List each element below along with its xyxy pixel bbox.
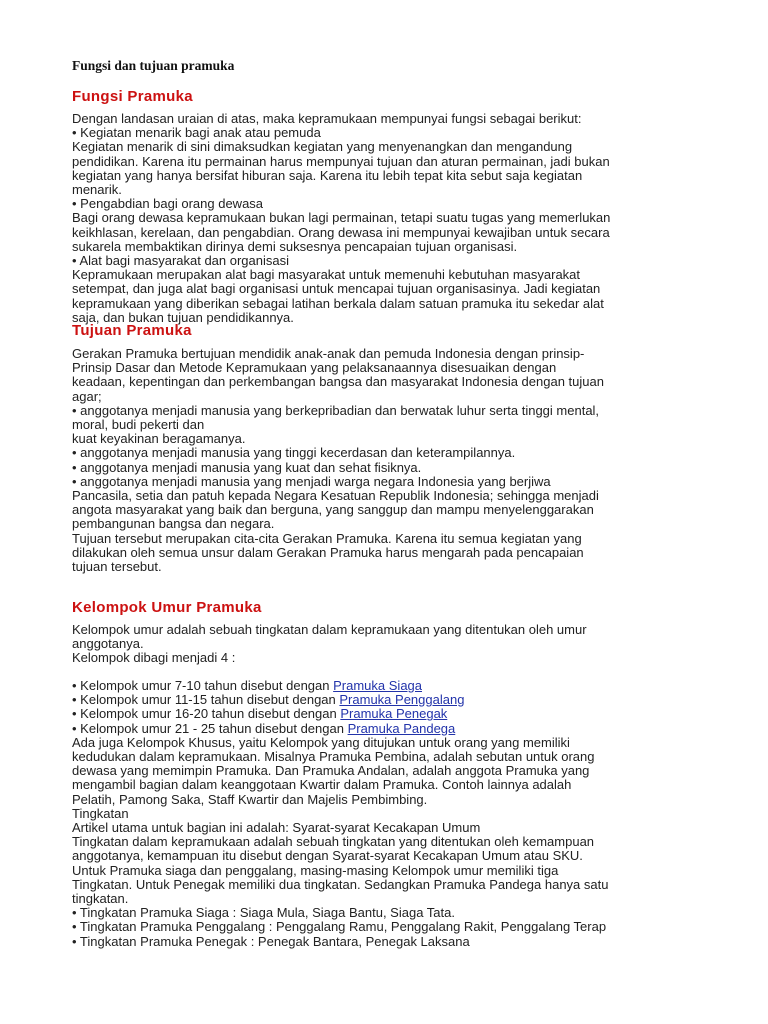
paragraph-line: Tingkatan xyxy=(72,805,129,821)
bullet-line: • anggotanya menjadi manusia yang kuat dan sehat fisiknya. xyxy=(72,459,422,475)
heading-fungsi-pramuka: Fungsi Pramuka xyxy=(72,88,193,105)
paragraph-line: dilakukan oleh semua unsur dalam Gerakan Pramuka harus mengarah pada pencapaian xyxy=(72,544,584,560)
paragraph-line: menarik. xyxy=(72,182,122,198)
document-title: Fungsi dan tujuan pramuka xyxy=(72,58,235,73)
bullet-line: • Tingkatan Pramuka Penggalang : Penggalang Ramu, Penggalang Rakit, Penggalang Terap xyxy=(72,919,607,935)
paragraph-line: Pelatih, Pamong Saka, Staff Kwartir dan Majelis Pembimbing. xyxy=(72,791,428,807)
tujuan-body xyxy=(72,347,712,574)
heading-tujuan-pramuka: Tujuan Pramuka xyxy=(72,322,192,339)
kelompok-groups xyxy=(72,679,712,949)
bullet-line: • anggotanya menjadi manusia yang menjadi warga negara Indonesia yang berjiwa xyxy=(72,473,551,489)
link-pramuka-penggalang[interactable]: Pramuka Penggalang xyxy=(339,692,465,708)
group-item-text: • Kelompok umur 21 - 25 tahun disebut dengan xyxy=(72,720,348,736)
group-item xyxy=(72,679,712,693)
kelompok-intro xyxy=(72,623,712,666)
paragraph-line: anggotanya. xyxy=(72,636,144,652)
paragraph-line: dewasa yang memimpin Pramuka. Dan Pramuka Andalan, adalah anggota Pramuka yang xyxy=(72,763,590,779)
link-pramuka-siaga[interactable]: Pramuka Siaga xyxy=(333,678,423,693)
bullet-line: • Tingkatan Pramuka Siaga : Siaga Mula, Siaga Bantu, Siaga Tata. xyxy=(72,905,455,921)
paragraph-line: tujuan tersebut. xyxy=(72,559,162,575)
paragraph-line: Untuk Pramuka siaga dan penggalang, masing-masing Kelompok umur memiliki tiga xyxy=(72,862,559,878)
paragraph-line: Tujuan tersebut merupakan cita-cita Gerakan Pramuka. Karena itu semua kegiatan yang xyxy=(72,530,582,546)
paragraph-line: pendidikan. Karena itu permainan harus mempunyai tujuan dan aturan permainan, jadi bukan xyxy=(72,153,610,169)
paragraph-line: Ada juga Kelompok Khusus, yaitu Kelompok yang ditujukan untuk orang yang memiliki xyxy=(72,734,570,750)
paragraph-line: moral, budi pekerti dan xyxy=(72,417,205,433)
bullet-line: • anggotanya menjadi manusia yang tinggi kecerdasan dan keterampilannya. xyxy=(72,445,516,461)
paragraph-line: sukarela membaktikan dirinya demi suksesnya pencapaian tujuan organisasi. xyxy=(72,238,518,254)
paragraph-line: Kelompok umur adalah sebuah tingkatan dalam kepramukaan yang ditentukan oleh umur xyxy=(72,622,587,637)
paragraph-line: Artikel utama untuk bagian ini adalah: Syarat-syarat Kecakapan Umum xyxy=(72,820,481,836)
paragraph-line: Bagi orang dewasa kepramukaan bukan lagi permainan, tetapi suatu tugas yang memerlukan xyxy=(72,210,611,226)
paragraph-line: kuat keyakinan beragamanya. xyxy=(72,431,246,447)
paragraph-line: Tingkatan dalam kepramukaan adalah sebuah tingkatan yang ditentukan oleh kemampuan xyxy=(72,834,595,850)
paragraph-line: Kepramukaan merupakan alat bagi masyarakat untuk memenuhi kebutuhan masyarakat xyxy=(72,267,581,283)
bullet-line: • Alat bagi masyarakat dan organisasi xyxy=(72,253,290,269)
group-item-text: • Kelompok umur 11-15 tahun disebut dengan xyxy=(72,692,340,708)
paragraph-line: Dengan landasan uraian di atas, maka kepramukaan mempunyai fungsi sebagai berikut: xyxy=(72,111,582,126)
group-item xyxy=(72,722,712,736)
paragraph-line: agar; xyxy=(72,388,102,404)
paragraph-line: Kegiatan menarik di sini dimaksudkan kegiatan yang menyenangkan dan mengandung xyxy=(72,139,573,155)
paragraph-line: mengambil bagian dalam keanggotaan Kwartir dalam Pramuka. Contoh lainnya adalah xyxy=(72,777,572,793)
group-item-text: • Kelompok umur 16-20 tahun disebut dengan xyxy=(72,706,341,722)
group-item-text: • Kelompok umur 7-10 tahun disebut dengan xyxy=(72,678,334,693)
bullet-line: • Tingkatan Pramuka Penegak : Penegak Bantara, Penegak Laksana xyxy=(72,933,470,949)
paragraph-line: Tingkatan. Untuk Penegak memiliki dua tingkatan. Sedangkan Pramuka Pandega hanya satu xyxy=(72,876,609,892)
fungsi-body xyxy=(72,112,712,325)
paragraph-line: keadaan, kepentingan dan perkembangan bangsa dan masyarakat Indonesia dengan tujuan xyxy=(72,374,604,390)
link-pramuka-pandega[interactable]: Pramuka Pandega xyxy=(347,720,456,736)
paragraph-line: angota masyarakat yang baik dan berguna, yang sanggup dan mampu menyelenggarakan xyxy=(72,502,594,518)
link-pramuka-penegak[interactable]: Pramuka Penegak xyxy=(340,706,448,722)
paragraph-line: kepramukaan yang diberikan sebagai latihan berkala dalam satuan pramuka itu sekedar alat xyxy=(72,295,604,311)
bullet-line: • anggotanya menjadi manusia yang berkepribadian dan berwatak luhur serta tinggi mental, xyxy=(72,402,600,418)
group-item xyxy=(72,693,712,707)
paragraph-line: tingkatan. xyxy=(72,891,129,907)
paragraph-line: Prinsip Dasar dan Metode Kepramukaan yang pelaksanaannya disesuaikan dengan xyxy=(72,360,557,376)
paragraph-line: keikhlasan, kerelaan, dan pengabdian. Orang dewasa ini mempunyai kewajiban untuk secara xyxy=(72,224,610,240)
paragraph-line: saja, dan bukan tujuan pendidikannya. xyxy=(72,309,294,325)
paragraph-line: pembangunan bangsa dan negara. xyxy=(72,516,275,532)
heading-kelompok-umur: Kelompok Umur Pramuka xyxy=(72,599,262,616)
bullet-line: • Pengabdian bagi orang dewasa xyxy=(72,196,264,212)
paragraph-line: anggotanya, kemampuan itu disebut dengan Syarat-syarat Kecakapan Umum atau SKU. xyxy=(72,848,583,864)
bullet-line: • Kegiatan menarik bagi anak atau pemuda xyxy=(72,125,321,141)
paragraph-line: Gerakan Pramuka bertujuan mendidik anak-anak dan pemuda Indonesia dengan prinsip- xyxy=(72,346,585,361)
paragraph-line: Kelompok dibagi menjadi 4 : xyxy=(72,650,236,666)
paragraph-line: Pancasila, setia dan patuh kepada Negara Kesatuan Republik Indonesia; sehingga menjadi xyxy=(72,488,599,504)
paragraph-line: kedudukan dalam kepramukaan. Misalnya Pramuka Pembina, adalah sebutan untuk orang xyxy=(72,749,595,765)
paragraph-line: setempat, dan juga alat bagi organisasi untuk mencapai tujuan organisasinya. Jadi kegiatan xyxy=(72,281,601,297)
group-item xyxy=(72,707,712,721)
paragraph-line: kegiatan yang hanya bersifat hiburan saja. Karena itu lebih tepat kita sebut saja kegiatan xyxy=(72,167,583,183)
